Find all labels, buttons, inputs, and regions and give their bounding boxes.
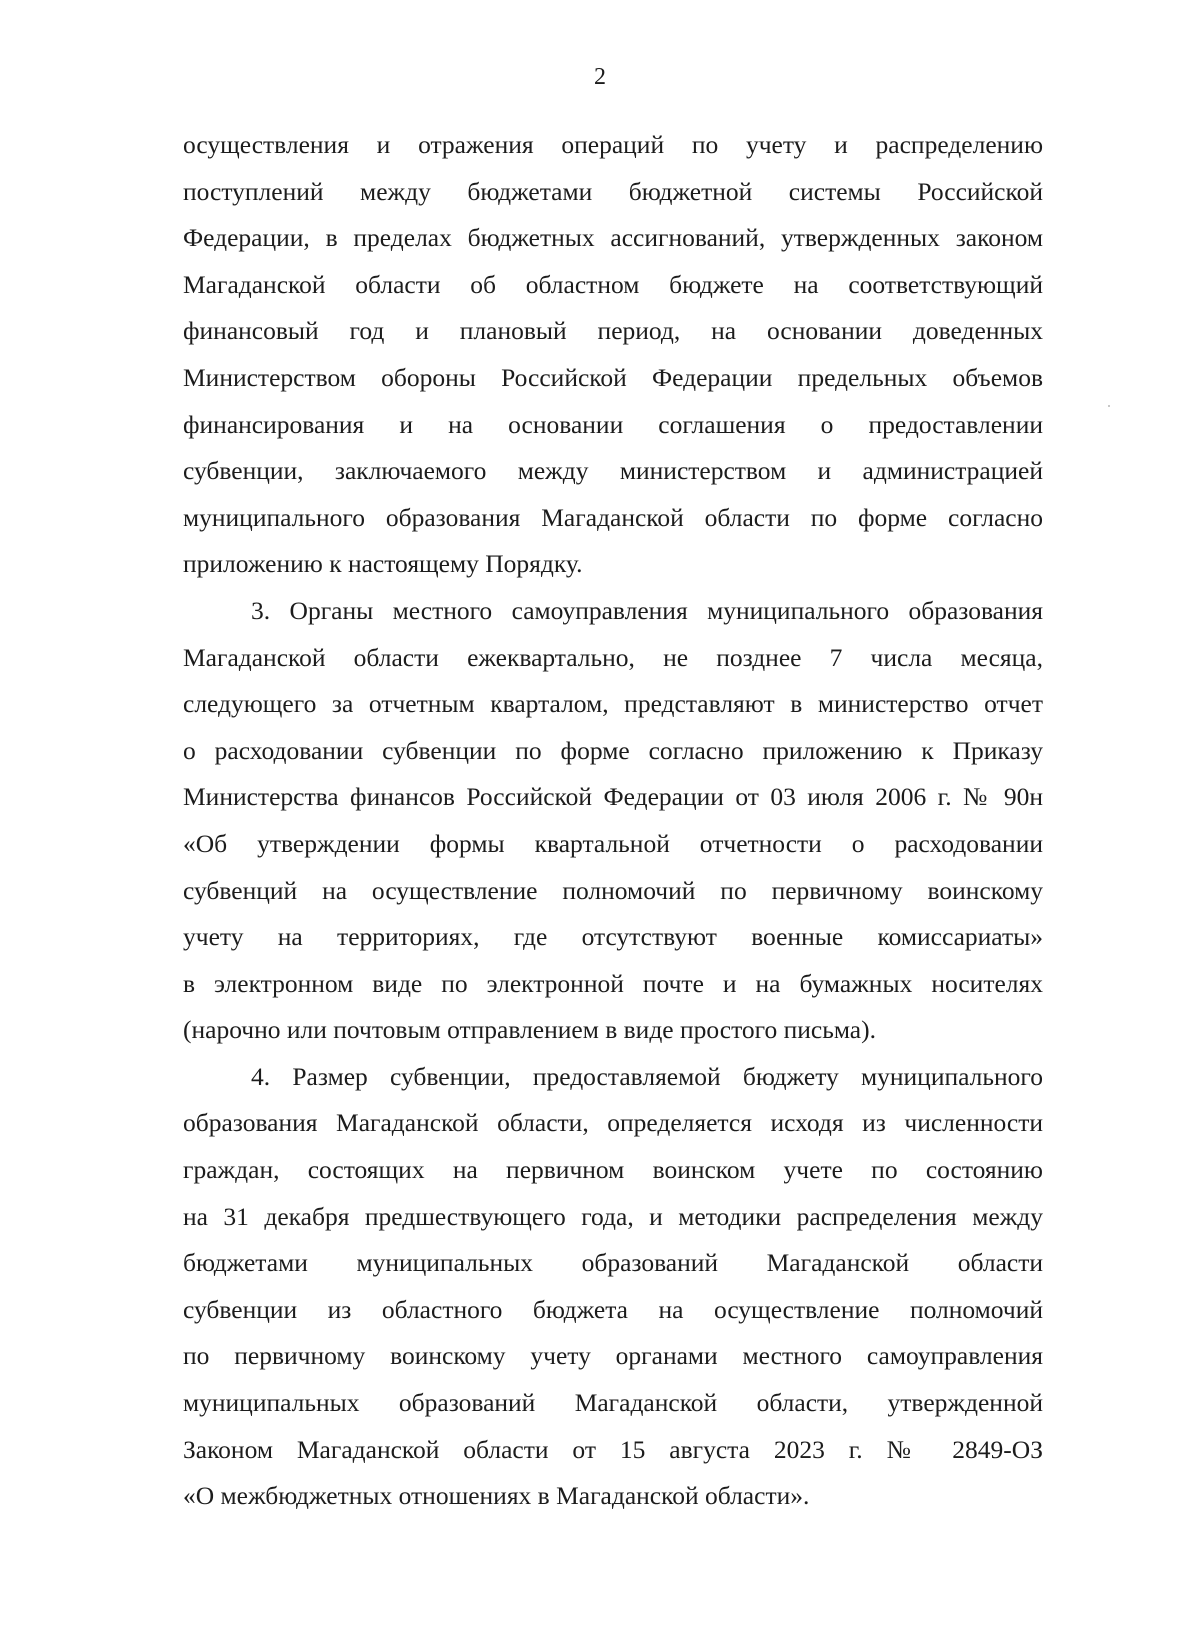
text-line: субвенций на осуществление полномочий по первичному воинскому bbox=[183, 875, 1043, 905]
text-line: (нарочно или почтовым отправлением в виде простого письма). bbox=[183, 1015, 876, 1045]
text-line: Законом Магаданской области от 15 августа 2023 г. № 2849-ОЗ bbox=[183, 1434, 1043, 1464]
page-number: 2 bbox=[594, 64, 606, 90]
paragraph bbox=[183, 588, 1043, 1054]
text-line: «Об утверждении формы квартальной отчетности о расходовании bbox=[183, 828, 1043, 858]
text-line: приложению к настоящему Порядку. bbox=[183, 549, 583, 579]
paragraph bbox=[183, 122, 1043, 588]
text-line: Магаданской области ежеквартально, не позднее 7 числа месяца, bbox=[183, 642, 1043, 672]
text-line: на 31 декабря предшествующего года, и методики распределения между bbox=[183, 1201, 1043, 1231]
text-line: учету на территориях, где отсутствуют военные комиссариаты» bbox=[183, 922, 1043, 952]
text-line: о расходовании субвенции по форме согласно приложению к Приказу bbox=[183, 735, 1043, 765]
text-line: «О межбюджетных отношениях в Магаданской области». bbox=[183, 1481, 810, 1511]
text-line: граждан, состоящих на первичном воинском учете по состоянию bbox=[183, 1155, 1043, 1185]
text-line: 3. Органы местного самоуправления муниципального образования bbox=[251, 595, 1043, 625]
text-line: финансовый год и плановый период, на основании доведенных bbox=[183, 316, 1043, 346]
text-line: субвенции, заключаемого между министерством и администрацией bbox=[183, 456, 1043, 486]
text-line: муниципального образования Магаданской области по форме согласно bbox=[183, 502, 1043, 532]
text-line: финансирования и на основании соглашения о предоставлении bbox=[183, 409, 1043, 439]
text-line: муниципальных образований Магаданской области, утвержденной bbox=[183, 1388, 1043, 1418]
text-line: следующего за отчетным кварталом, представляют в министерство отчет bbox=[183, 689, 1043, 719]
text-line: по первичному воинскому учету органами местного самоуправления bbox=[183, 1341, 1043, 1371]
text-line: в электронном виде по электронной почте и на бумажных носителях bbox=[183, 968, 1043, 998]
text-line: образования Магаданской области, определяется исходя из численности bbox=[183, 1108, 1043, 1138]
scan-artifact bbox=[1108, 405, 1110, 407]
document-body bbox=[183, 122, 1043, 1520]
text-line: Министерством обороны Российской Федерации предельных объемов bbox=[183, 362, 1043, 392]
text-line: Министерства финансов Российской Федерации от 03 июля 2006 г. № 90н bbox=[183, 782, 1043, 812]
text-line: бюджетами муниципальных образований Магаданской области bbox=[183, 1248, 1043, 1278]
paragraph bbox=[183, 1054, 1043, 1520]
text-line: поступлений между бюджетами бюджетной системы Российской bbox=[183, 176, 1043, 206]
text-line: 4. Размер субвенции, предоставляемой бюджету муниципального bbox=[251, 1061, 1043, 1091]
text-line: субвенции из областного бюджета на осуществление полномочий bbox=[183, 1294, 1043, 1324]
text-line: осуществления и отражения операций по учету и распределению bbox=[183, 130, 1043, 159]
text-line: Федерации, в пределах бюджетных ассигнований, утвержденных законом bbox=[183, 223, 1043, 253]
text-line: Магаданской области об областном бюджете на соответствующий bbox=[183, 269, 1043, 299]
